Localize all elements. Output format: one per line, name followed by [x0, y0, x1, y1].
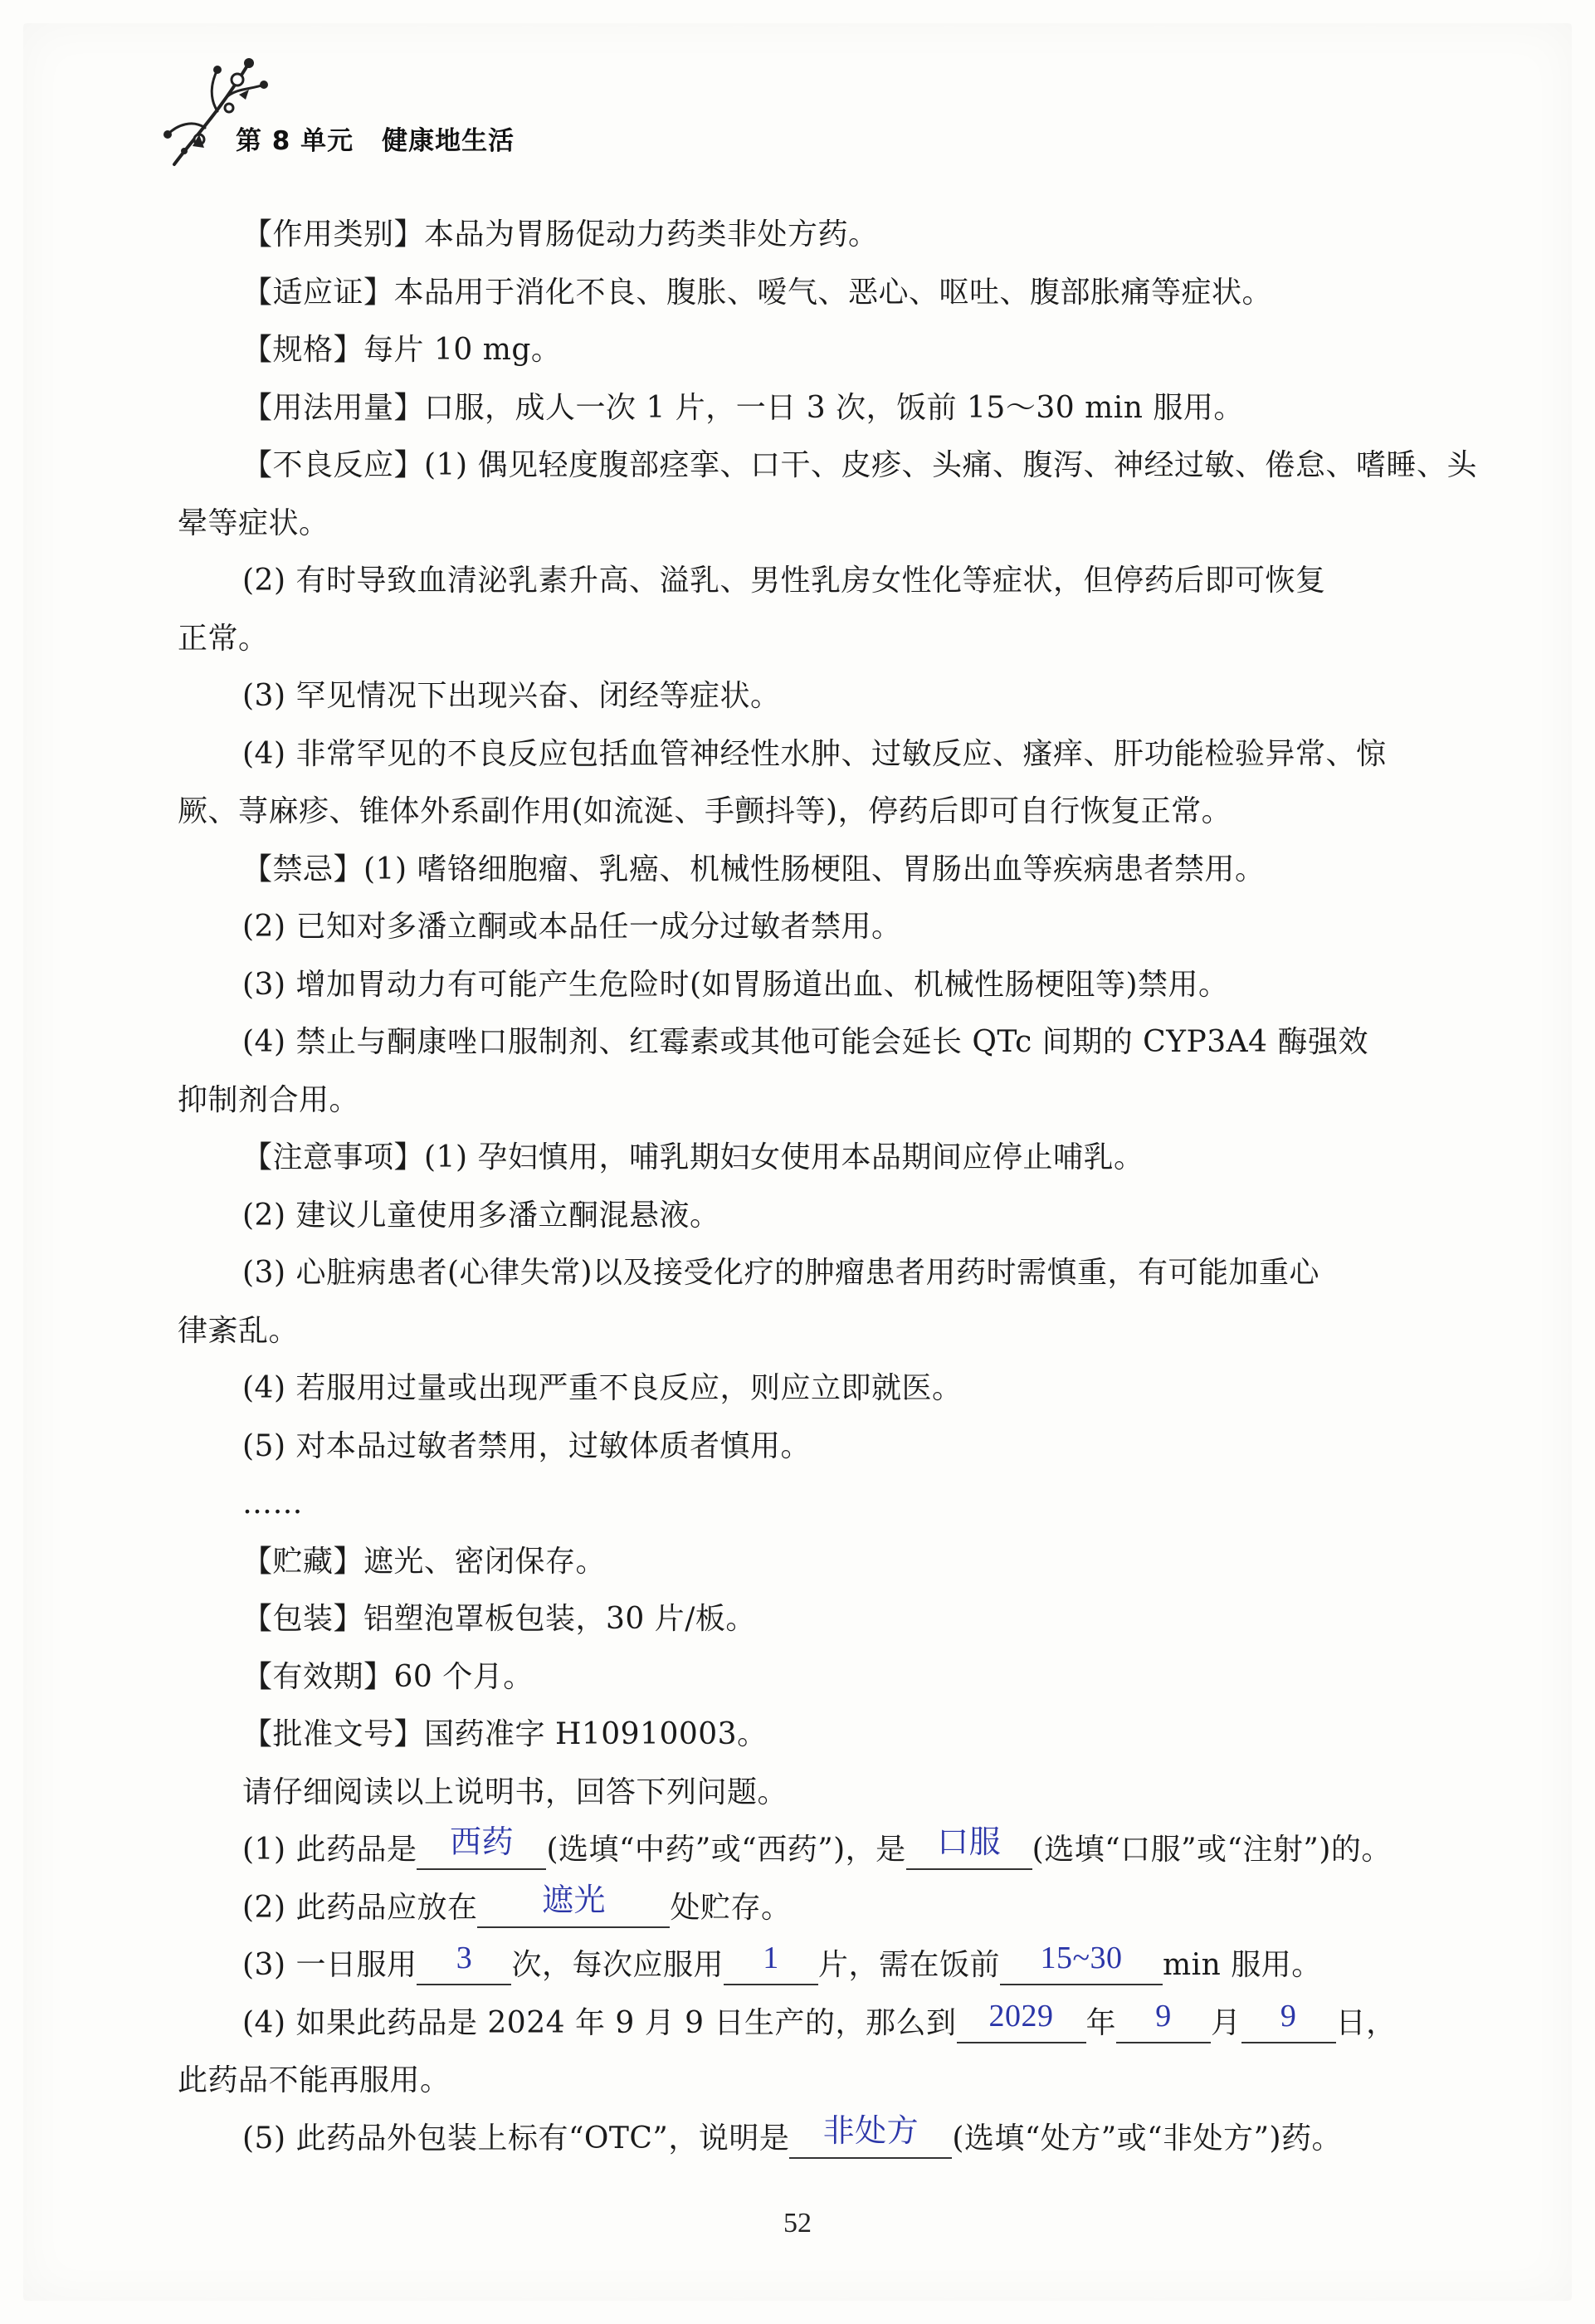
paragraph-line: (4) 若服用过量或出现严重不良反应，则应立即就医。 [242, 1371, 963, 1405]
paragraph-line: …… [242, 1487, 303, 1521]
question-3 [178, 1936, 1439, 1994]
paragraph-line: (5) 对本品过敏者禁用，过敏体质者慎用。 [242, 1428, 811, 1463]
question-text: (4) 如果此药品是 2024 年 9 月 9 日生产的，那么到 [242, 2005, 957, 2040]
answer-blank[interactable] [724, 1941, 818, 1985]
paragraph-line-continued: 律紊乱。 [178, 1313, 300, 1348]
unit-header [159, 48, 591, 173]
paragraph-line-continued: 厥、荨麻疹、锥体外系副作用(如流涎、手颤抖等)，停药后即可自行恢复正常。 [178, 794, 1232, 828]
question-text: 年 [1085, 2005, 1117, 2040]
question-text: 此药品不能再服用。 [178, 2063, 451, 2097]
question-text: (1) 此药品是 [242, 1833, 417, 1867]
answer-blank[interactable] [906, 1825, 1032, 1870]
question-text: (选填“处方”或“非处方”)药。 [952, 2121, 1343, 2156]
paragraph-line: (4) 禁止与酮康唑口服制剂、红霉素或其他可能会延长 QTc 间期的 CYP3A4 酶强效 [242, 1025, 1368, 1059]
paragraph-line: 【批准文号】国药准字 H10910003。 [242, 1717, 768, 1751]
handwritten-answer: 非处方 [822, 2113, 919, 2149]
handwritten-answer: 9 [1155, 1998, 1172, 2034]
answer-blank[interactable] [1116, 1998, 1211, 2043]
paragraph-line: 【贮藏】遮光、密闭保存。 [242, 1544, 607, 1579]
question-5 [178, 2110, 1439, 2168]
handwritten-answer: 15~30 [1040, 1941, 1123, 1975]
answer-blank[interactable] [477, 1882, 670, 1928]
question-text: (选填“中药”或“西药”)，是 [546, 1833, 906, 1867]
paragraph-line: 【适应证】本品用于消化不良、腹胀、嗳气、恶心、呕吐、腹部胀痛等症状。 [242, 275, 1273, 310]
answer-blank[interactable] [957, 1998, 1086, 2043]
question-4-continued [178, 2052, 1439, 2110]
unit-title [236, 120, 515, 157]
paragraph-line: 【用法用量】口服，成人一次 1 片，一日 3 次，饭前 15～30 min 服用。 [242, 390, 1244, 425]
question-4 [178, 1994, 1439, 2053]
question-text: 月 [1211, 2005, 1241, 2040]
leaflet-lines [178, 206, 1477, 1821]
paragraph-line: 【有效期】60 个月。 [242, 1659, 534, 1694]
paragraph-line: (3) 罕见情况下出现兴奋、闭经等症状。 [242, 679, 781, 713]
unit-name: 健康地生活 [382, 126, 515, 156]
answer-blank[interactable] [417, 1941, 511, 1985]
paragraph-line: (4) 非常罕见的不良反应包括血管神经性水肿、过敏反应、瘙痒、肝功能检验异常、惊 [242, 736, 1387, 771]
handwritten-answer: 西药 [449, 1825, 514, 1860]
question-text: 处贮存。 [670, 1890, 792, 1925]
paragraph-line: 【包装】铝塑泡罩板包装，30 片/板。 [242, 1602, 756, 1636]
paragraph-line: 【作用类别】本品为胃肠促动力药类非处方药。 [242, 217, 879, 251]
handwritten-answer: 2029 [988, 1998, 1054, 2034]
handwritten-answer: 1 [763, 1941, 779, 1975]
question-text: min 服用。 [1162, 1948, 1322, 1982]
answer-blank[interactable] [417, 1825, 546, 1870]
leaflet-body [178, 206, 1477, 2167]
answer-blank[interactable] [789, 2113, 952, 2159]
handwritten-answer: 遮光 [541, 1882, 606, 1918]
question-text: (3) 一日服用 [242, 1948, 417, 1982]
question-text: (选填“口服”或“注射”)的。 [1032, 1833, 1392, 1867]
handwritten-answer: 口服 [937, 1825, 1002, 1860]
paragraph-line-continued: 抑制剂合用。 [178, 1082, 360, 1117]
paragraph-line: (2) 建议儿童使用多潘立酮混悬液。 [242, 1198, 720, 1233]
question-text: 日， [1335, 2005, 1397, 2040]
handwritten-answer: 9 [1280, 1998, 1297, 2034]
unit-number: 第 8 单元 [236, 126, 354, 156]
paragraph-line: 【不良反应】(1) 偶见轻度腹部痉挛、口干、皮疹、头痛、腹泻、神经过敏、倦怠、嗜睡、头 [242, 448, 1477, 482]
answer-blank[interactable] [1000, 1941, 1163, 1985]
question-text: (5) 此药品外包装上标有“OTC”，说明是 [242, 2121, 790, 2156]
paragraph-line: (2) 有时导致血清泌乳素升高、溢乳、男性乳房女性化等症状，但停药后即可恢复 [242, 564, 1326, 598]
paragraph-line: 【禁忌】(1) 嗜铬细胞瘤、乳癌、机械性肠梗阻、胃肠出血等疾病患者禁用。 [242, 852, 1266, 886]
paragraph-line-continued: 晕等症状。 [178, 505, 329, 540]
paragraph-line: (3) 心脏病患者(心律失常)以及接受化疗的肿瘤患者用药时需慎重，有可能加重心 [242, 1256, 1320, 1290]
answer-blank[interactable] [1241, 1998, 1336, 2043]
question-text: (2) 此药品应放在 [242, 1890, 478, 1925]
paragraph-line-continued: 正常。 [178, 621, 269, 656]
handwritten-answer: 3 [456, 1941, 473, 1975]
question-1 [178, 1821, 1439, 1879]
page-number: 52 [783, 2208, 812, 2239]
paragraph-line: 【注意事项】(1) 孕妇慎用，哺乳期妇女使用本品期间应停止哺乳。 [242, 1140, 1144, 1174]
question-2 [178, 1879, 1439, 1937]
question-text: 次，每次应服用 [511, 1948, 724, 1982]
paragraph-line: 【规格】每片 10 mg。 [242, 333, 562, 367]
question-text: 片，需在饭前 [817, 1948, 1000, 1982]
paragraph-line: 请仔细阅读以上说明书，回答下列问题。 [242, 1775, 788, 1809]
paragraph-line: (2) 已知对多潘立酮或本品任一成分过敏者禁用。 [242, 910, 902, 944]
paragraph-line: (3) 增加胃动力有可能产生危险时(如胃肠道出血、机械性肠梗阻等)禁用。 [242, 967, 1229, 1002]
